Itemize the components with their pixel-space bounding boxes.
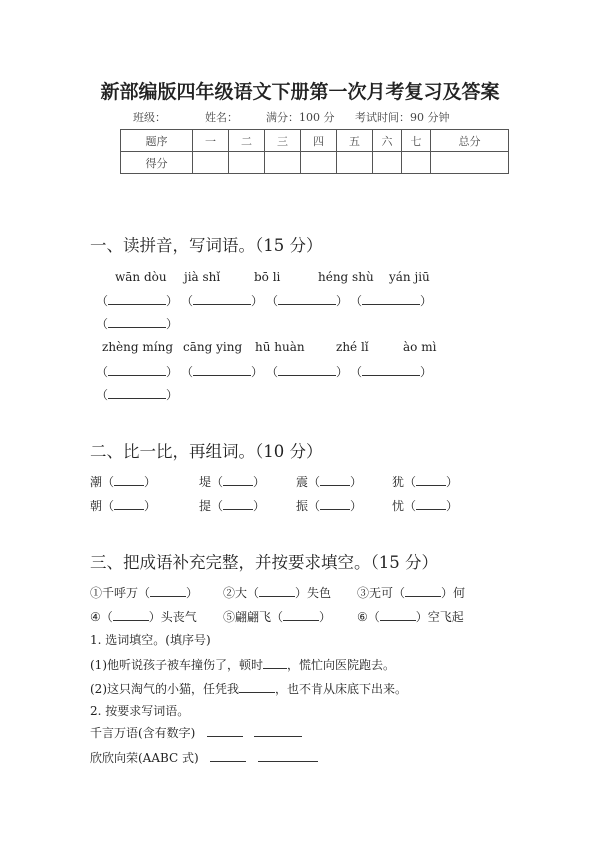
pinyin: zhèng míng bbox=[102, 340, 174, 354]
table-header: 二 bbox=[229, 130, 265, 152]
compare-item[interactable]: 提（ ） bbox=[199, 499, 266, 513]
answer-blank[interactable]: （ ） bbox=[96, 388, 179, 402]
idiom-item[interactable]: ①千呼万（ ） bbox=[90, 586, 199, 600]
question-1: 1. 选词填空。(填序号) bbox=[90, 633, 211, 647]
pinyin: cāng ying bbox=[183, 340, 243, 354]
score-cell[interactable] bbox=[265, 152, 301, 174]
idiom-item[interactable]: ⑥（ ）空飞起 bbox=[357, 610, 464, 624]
pinyin: wān dòu bbox=[115, 270, 167, 284]
class-label: 班级： bbox=[133, 111, 166, 124]
pinyin: jià shǐ bbox=[184, 270, 221, 284]
section-1-heading: 一、读拼音，写词语。（15 分） bbox=[90, 236, 323, 255]
answer-blank[interactable]: （ ） bbox=[350, 365, 433, 379]
table-header: 一 bbox=[193, 130, 229, 152]
compare-item[interactable]: 忧（ ） bbox=[392, 499, 459, 513]
answer-blank[interactable]: （ ） bbox=[181, 294, 264, 308]
compare-item[interactable]: 潮（ ） bbox=[90, 475, 157, 489]
compare-item[interactable]: 振（ ） bbox=[296, 499, 363, 513]
idiom-item[interactable]: ④（ ）头丧气 bbox=[90, 610, 197, 624]
compare-item[interactable]: 犹（ ） bbox=[392, 475, 459, 489]
name-label: 姓名： bbox=[205, 111, 238, 124]
answer-blank[interactable]: （ ） bbox=[266, 365, 349, 379]
table-header: 题序 bbox=[121, 130, 193, 152]
compare-item[interactable]: 震（ ） bbox=[296, 475, 363, 489]
idiom-item[interactable]: ⑤翩翩飞（ ） bbox=[223, 610, 332, 624]
exam-time: 考试时间：90 分钟 bbox=[355, 111, 450, 124]
table-row bbox=[121, 152, 509, 174]
pinyin: héng shù bbox=[318, 270, 374, 284]
table-header: 六 bbox=[373, 130, 402, 152]
pinyin: zhé lǐ bbox=[336, 340, 369, 354]
score-cell[interactable] bbox=[431, 152, 509, 174]
pinyin: bō li bbox=[254, 270, 281, 284]
score-cell[interactable] bbox=[373, 152, 402, 174]
score-table bbox=[120, 129, 509, 174]
table-header: 七 bbox=[402, 130, 431, 152]
table-header: 五 bbox=[337, 130, 373, 152]
compare-item[interactable]: 堤（ ） bbox=[199, 475, 266, 489]
answer-blank[interactable]: （ ） bbox=[181, 365, 264, 379]
answer-blank[interactable]: （ ） bbox=[96, 294, 179, 308]
idiom-item[interactable]: ③无可（ ）何 bbox=[357, 586, 466, 600]
score-cell[interactable] bbox=[402, 152, 431, 174]
pinyin: hū huàn bbox=[255, 340, 305, 354]
answer-blank[interactable]: （ ） bbox=[96, 317, 179, 331]
question-1a[interactable]: (1)他听说孩子被车撞伤了，顿时 ，慌忙向医院跑去。 bbox=[90, 658, 396, 672]
score-cell[interactable] bbox=[301, 152, 337, 174]
score-cell[interactable] bbox=[337, 152, 373, 174]
question-2: 2. 按要求写词语。 bbox=[90, 704, 190, 718]
answer-blank[interactable]: （ ） bbox=[266, 294, 349, 308]
answer-blank[interactable]: （ ） bbox=[350, 294, 433, 308]
compare-item[interactable]: 朝（ ） bbox=[90, 499, 157, 513]
pinyin: ào mì bbox=[403, 340, 437, 354]
question-2a[interactable]: 千言万语(含有数字) bbox=[90, 725, 302, 740]
idiom-item[interactable]: ②大（ ）失色 bbox=[223, 586, 332, 600]
page-title: 新部编版四年级语文下册第一次月考复习及答案 bbox=[100, 81, 500, 103]
full-score: 满分：100 分 bbox=[266, 111, 335, 124]
table-header: 总分 bbox=[431, 130, 509, 152]
section-3-heading: 三、把成语补充完整，并按要求填空。（15 分） bbox=[90, 553, 438, 572]
table-header: 三 bbox=[265, 130, 301, 152]
pinyin: yán jiū bbox=[389, 270, 430, 284]
table-header: 四 bbox=[301, 130, 337, 152]
answer-blank[interactable]: （ ） bbox=[96, 365, 179, 379]
score-cell[interactable] bbox=[229, 152, 265, 174]
section-2-heading: 二、比一比，再组词。（10 分） bbox=[90, 442, 323, 461]
score-cell[interactable] bbox=[193, 152, 229, 174]
question-1b[interactable]: (2)这只淘气的小猫，任凭我 ，也不肯从床底下出来。 bbox=[90, 682, 408, 696]
table-row bbox=[121, 130, 509, 152]
question-2b[interactable]: 欣欣向荣(AABC 式) bbox=[90, 750, 318, 765]
row-label: 得分 bbox=[121, 152, 193, 174]
